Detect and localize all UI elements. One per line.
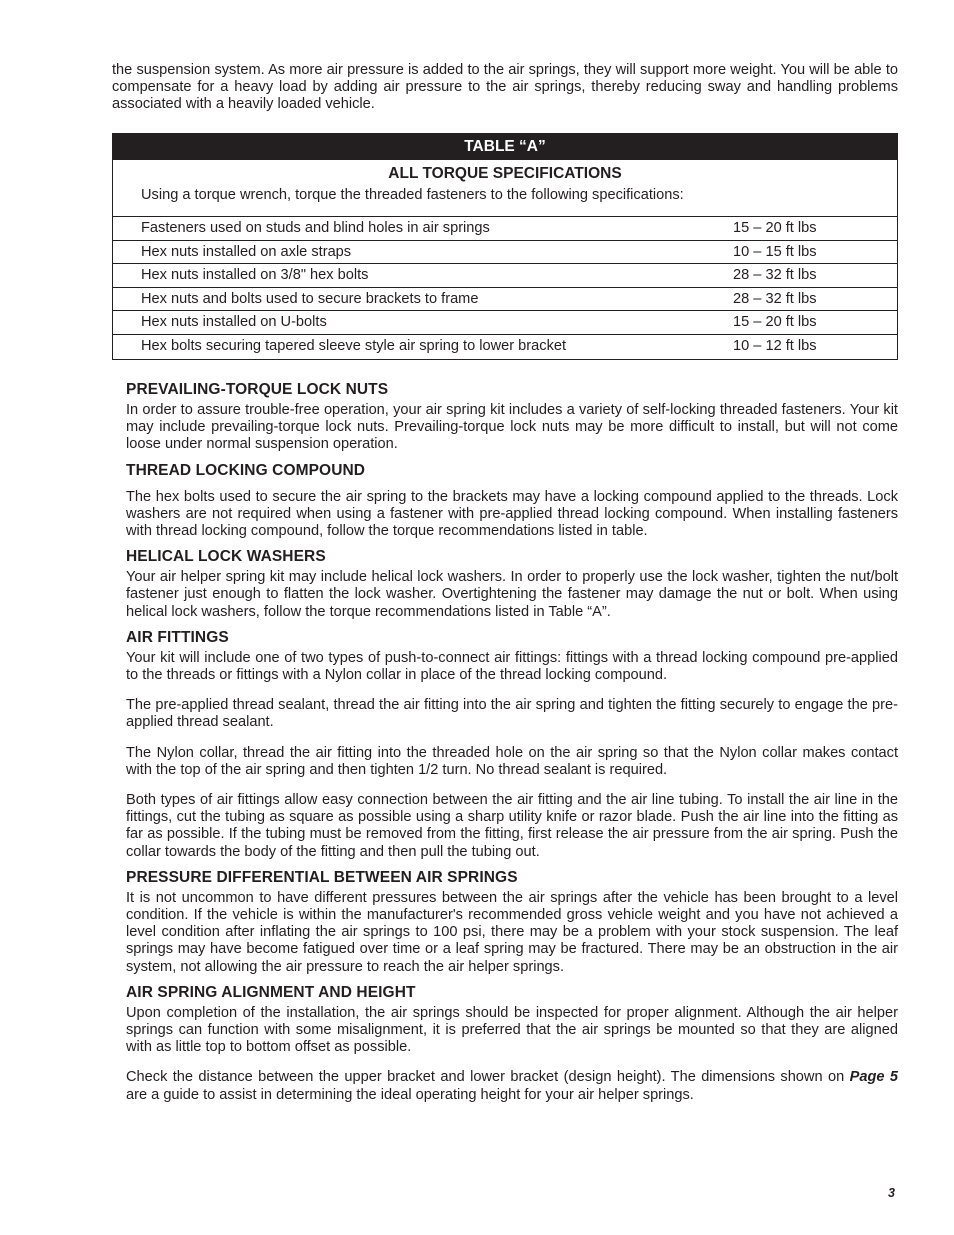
section-heading: PREVAILING-TORQUE LOCK NUTS <box>126 381 389 398</box>
section-thread-locking <box>126 461 898 541</box>
table-row <box>113 335 897 359</box>
row-torque-value: 10 – 15 ft lbs <box>733 243 817 260</box>
section-paragraph: The Nylon collar, thread the air fitting into the threaded hole on the air spring so that the Nylon collar makes contact with the top of the air spring and then tighten 1/2 turn. No thread sealant is required. <box>126 744 898 778</box>
page-number: 3 <box>888 1186 895 1200</box>
row-torque-value: 10 – 12 ft lbs <box>733 337 817 354</box>
section-body: Your air helper spring kit may include helical lock washers. In order to properly use the lock washer, tighten the nut/bolt fastener just enough to flatten the lock washer. Overtightening the fastener may damage the nut or bolt. When using helical lock washers, follow the torque recommendations listed in Table “A”. <box>126 569 898 620</box>
section-body: The hex bolts used to secure the air spring to the brackets may have a locking compound applied to the threads. Lock washers are not required when using a fastener with pre-applied thread locking compound. When installing fasteners with thread locking compound, follow the torque recommendations listed in table. <box>126 488 898 540</box>
section-body: In order to assure trouble-free operation, your air spring kit includes a variety of self-locking threaded fasteners. Your kit may include prevailing-torque lock nuts. Prevailing-torque lock nuts may be more difficult to install, but will not come loose under normal suspension operation. <box>126 402 898 453</box>
table-row <box>113 264 897 288</box>
row-description: Hex nuts installed on 3/8" hex bolts <box>141 267 369 284</box>
section-paragraph: Your kit will include one of two types of push-to-connect air fittings: fittings with a thread locking compound pre-applied to the threads or fittings with a Nylon collar in place of the thread locking compound. <box>126 649 898 684</box>
torque-table <box>112 133 898 360</box>
section-pressure-differential <box>126 868 898 976</box>
row-description: Hex bolts securing tapered sleeve style air spring to lower bracket <box>141 337 567 354</box>
section-heading: THREAD LOCKING COMPOUND <box>126 461 366 479</box>
paragraph-text: are a guide to assist in determining the ideal operating height for your air helper springs. <box>126 1086 694 1103</box>
table-subtitle: ALL TORQUE SPECIFICATIONS <box>388 165 622 182</box>
row-torque-value: 15 – 20 ft lbs <box>733 314 817 331</box>
table-row <box>113 241 897 265</box>
section-helical-lock-washers <box>126 547 898 621</box>
section-heading: PRESSURE DIFFERENTIAL BETWEEN AIR SPRINGS <box>126 868 518 886</box>
page-reference: Page 5 <box>849 1069 898 1086</box>
row-description: Hex nuts and bolts used to secure brackets to frame <box>141 290 479 307</box>
row-description: Hex nuts installed on U-bolts <box>141 314 327 331</box>
section-alignment-height <box>126 983 898 1104</box>
section-paragraph <box>126 1069 898 1103</box>
row-torque-value: 28 – 32 ft lbs <box>733 267 817 284</box>
row-description: Hex nuts installed on axle straps <box>141 243 352 260</box>
section-paragraph: The pre-applied thread sealant, thread the air fitting into the air spring and tighten the fitting securely to engage the pre-applied thread sealant. <box>126 697 898 731</box>
main-content <box>126 380 898 1111</box>
section-heading: AIR SPRING ALIGNMENT AND HEIGHT <box>126 983 416 1001</box>
row-description: Fasteners used on studs and blind holes in air springs <box>141 220 490 236</box>
row-torque-value: 15 – 20 ft lbs <box>733 220 817 236</box>
table-row <box>113 217 897 241</box>
paragraph-text: Check the distance between the upper bracket and lower bracket (design height). The dimensions shown on <box>126 1069 850 1086</box>
section-air-fittings <box>126 628 898 861</box>
section-prevailing-torque <box>126 380 898 454</box>
section-body: It is not uncommon to have different pressures between the air springs after the vehicle has been brought to a level condition. If the vehicle is within the manufacturer's recommended gross vehicle weight and you have not achieved a level condition after inflating the air springs to 100 psi, there may be a problem with your stock suspension. The leaf springs may have become fatigued over time or a leaf spring may be fractured. There may be an obstruction in the air system, not allowing the air pressure to reach the air helper springs. <box>126 889 898 975</box>
intro-paragraph: the suspension system. As more air pressure is added to the air springs, they will support more weight. You will be able to compensate for a heavy load by adding air pressure to the air springs, thereby reducing sway and handling problems associated with a heavily loaded vehicle. <box>112 62 898 113</box>
table-row <box>113 288 897 312</box>
section-heading: AIR FITTINGS <box>126 628 229 646</box>
table-intro: Using a torque wrench, torque the threaded fasteners to the following specifications: <box>141 187 684 203</box>
section-paragraph: Upon completion of the installation, the air springs should be inspected for proper alignment. Although the air helper springs can function with some misalignment, it is preferred that the air springs be mounted so that they are aligned with as little top to bottom offset as possible. <box>126 1004 898 1056</box>
section-heading: HELICAL LOCK WASHERS <box>126 548 326 566</box>
table-title: TABLE “A” <box>113 134 897 160</box>
table-row <box>113 311 897 335</box>
row-torque-value: 28 – 32 ft lbs <box>733 290 817 307</box>
table-rows <box>113 216 897 359</box>
section-paragraph: Both types of air fittings allow easy connection between the air fitting and the air line tubing. To install the air line in the fittings, cut the tubing as square as possible using a sharp utility knife or razor blade. Push the air line into the fitting as far as possible. If the tubing must be removed from the fitting, first release the air pressure from the air spring. Push the collar towards the body of the fitting and then pull the tubing out. <box>126 792 898 860</box>
